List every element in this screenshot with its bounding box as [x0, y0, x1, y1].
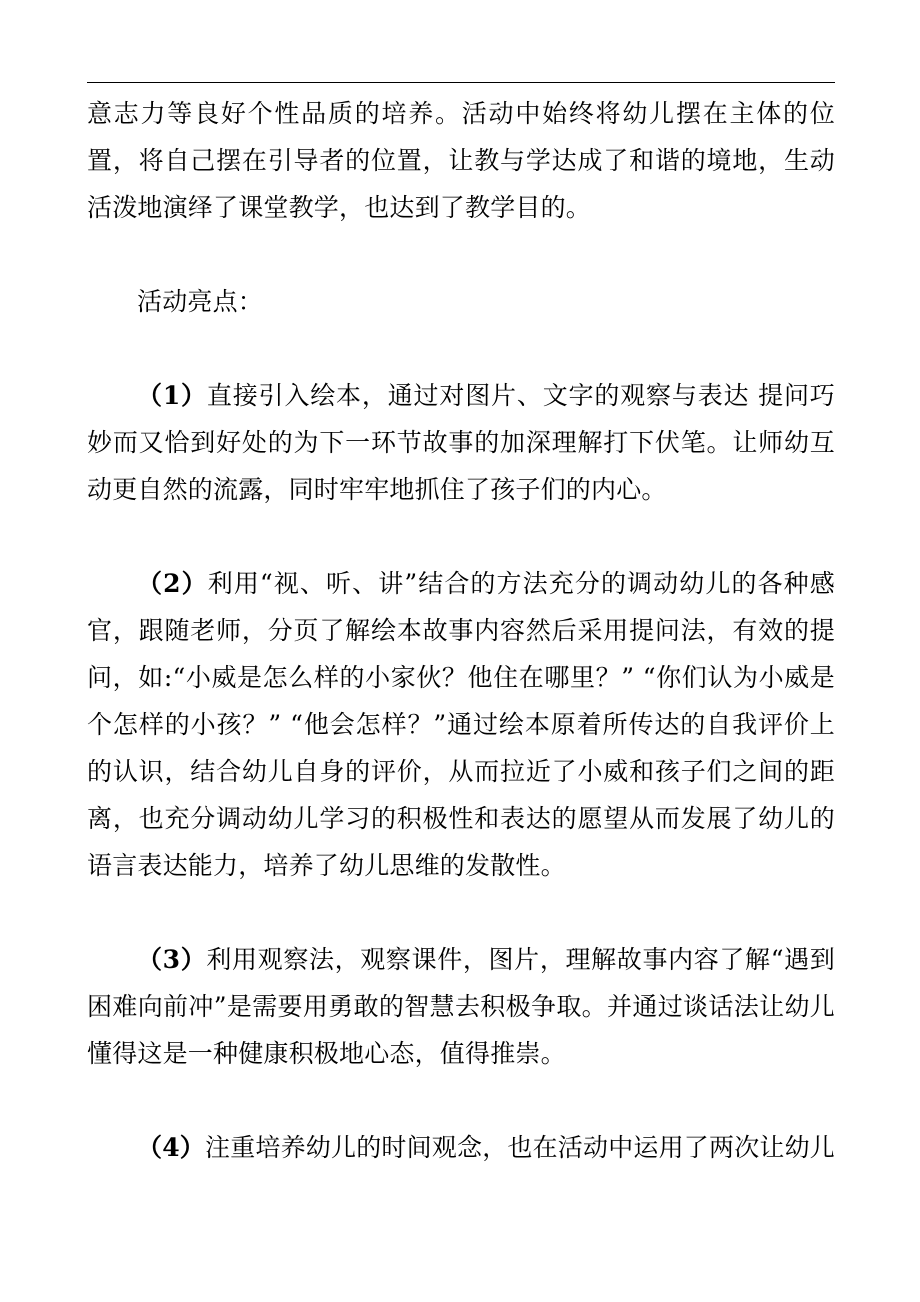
- paragraph-gap: [87, 231, 835, 278]
- point-4-text: 注重培养幼儿的时间观念，也在活动中运用了两次让幼儿: [205, 1133, 836, 1162]
- paragraph-gap: [87, 889, 835, 936]
- point-3-number: （3）: [137, 945, 207, 974]
- paragraph-gap: [87, 513, 835, 560]
- document-body: [87, 90, 835, 1171]
- point-1-number: （1）: [137, 381, 207, 410]
- point-2: [87, 560, 835, 889]
- point-4: [87, 1124, 835, 1171]
- point-3: [87, 936, 835, 1077]
- header-rule: [87, 82, 835, 83]
- paragraph-gap: [87, 325, 835, 372]
- point-2-number: （2）: [137, 569, 208, 598]
- point-3-text: 利用观察法，观察课件，图片，理解故事内容了解“遇到困难向前冲”是需要用勇敢的智慧去积极争取。并通过谈话法让幼儿懂得这是一种健康积极地心态，值得推崇。: [87, 945, 835, 1068]
- point-2-text: 利用“视、听、讲”结合的方法充分的调动幼儿的各种感官，跟随老师，分页了解绘本故事内容然后采用提问法，有效的提问，如:“小威是怎么样的小家伙？他住在哪里？” “你们认为小威是个怎样的小孩？” “他会怎样？”通过绘本原着所传达的自我评价上的认识，结合幼儿自身的评价，从而拉近了小威和孩子们之间的距离，也充分调动幼儿学习的积极性和表达的愿望从而发展了幼儿的语言表达能力，培养了幼儿思维的发散性。: [87, 569, 835, 880]
- highlights-heading: 活动亮点：: [137, 287, 264, 316]
- intro-paragraph: 意志力等良好个性品质的培养。活动中始终将幼儿摆在主体的位置，将自己摆在引导者的位置，让教与学达成了和谐的境地，生动活泼地演绎了课堂教学，也达到了教学目的。: [87, 99, 835, 222]
- point-1: [87, 372, 835, 513]
- point-4-number: （4）: [137, 1133, 205, 1162]
- paragraph-gap: [87, 1077, 835, 1124]
- point-1-text: 直接引入绘本，通过对图片、文字的观察与表达 提问巧妙而又恰到好处的为下一环节故事的加深理解打下伏笔。让师幼互动更自然的流露，同时牢牢地抓住了孩子们的内心。: [87, 381, 835, 504]
